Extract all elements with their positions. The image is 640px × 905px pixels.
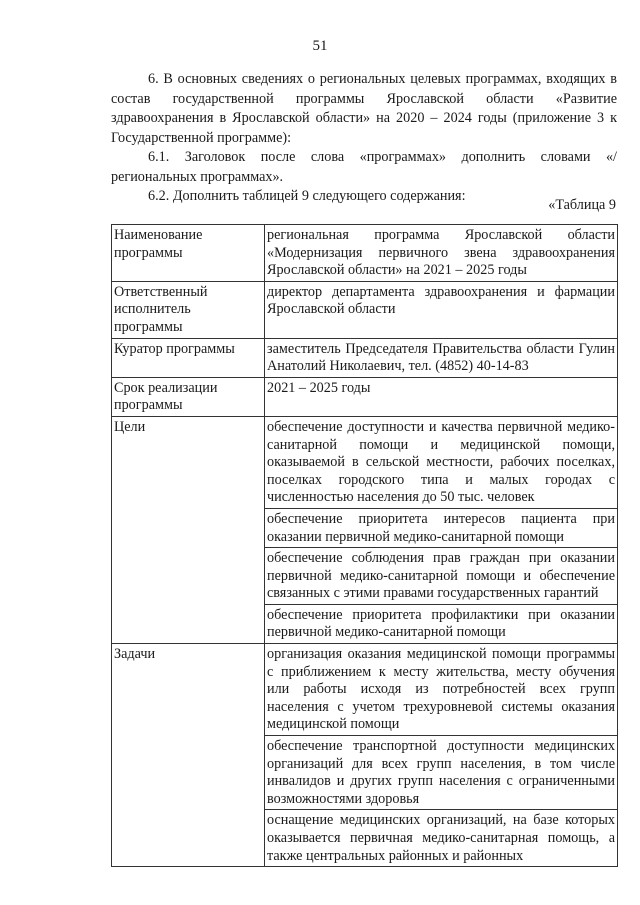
goal-item: обеспечение соблюдения прав граждан при оказании первичной медико-санитарной помощи и обеспечение связанных с этими правами государственных гарантий xyxy=(265,548,618,605)
program-info-table xyxy=(111,224,618,867)
row-label: Куратор программы xyxy=(112,338,265,377)
table-row-curator xyxy=(112,338,618,377)
table-row-period xyxy=(112,377,618,416)
table-row-tasks xyxy=(112,644,618,736)
row-value: заместитель Председателя Правительства области Гулин Анатолий Николаевич, тел. (4852) 40-14-83 xyxy=(265,338,618,377)
task-item: оснащение медицинских организаций, на базе которых оказывается первичная медико-санитарная помощь, а также центральных районных и районных xyxy=(265,810,618,867)
row-label: Ответственный исполнитель программы xyxy=(112,281,265,338)
paragraph-6: 6. В основных сведениях о региональных целевых программах, входящих в состав государственной программы Ярославской области «Развитие здравоохранения в Ярославской области» на 2020 – 2024 годы (приложение 3 к Государственной программе): xyxy=(111,71,617,146)
row-label: Задачи xyxy=(112,644,265,867)
table-row-name xyxy=(112,225,618,282)
row-label: Наименование программы xyxy=(112,225,265,282)
intro-text xyxy=(111,70,617,207)
row-label: Срок реализации программы xyxy=(112,377,265,416)
table-row-executor xyxy=(112,281,618,338)
row-value: 2021 – 2025 годы xyxy=(265,377,618,416)
page-number: 51 xyxy=(312,38,328,54)
task-item: организация оказания медицинской помощи программы с приближением к месту жительства, месту обучения или работы исходя из потребностей всех групп населения с учетом трехуровневой системы оказания медицинской помощи xyxy=(265,644,618,736)
goal-item: обеспечение приоритета интересов пациента при оказании первичной медико-санитарной помощи xyxy=(265,508,618,547)
table-row-goals xyxy=(112,416,618,508)
goal-item: обеспечение приоритета профилактики при оказании первичной медико-санитарной помощи xyxy=(265,604,618,643)
paragraph-6-1: 6.1. Заголовок после слова «программах» дополнить словами «/региональных программах». xyxy=(111,149,617,185)
task-item: обеспечение транспортной доступности медицинских организаций для всех групп населения, в том числе инвалидов и других групп населения с ограниченными возможностями здоровья xyxy=(265,736,618,810)
row-label: Цели xyxy=(112,416,265,643)
row-value: региональная программа Ярославской области «Модернизация первичного звена здравоохранения Ярославской области» на 2021 – 2025 годы xyxy=(265,225,618,282)
table-caption: «Таблица 9 xyxy=(548,197,616,213)
row-value: директор департамента здравоохранения и фармации Ярославской области xyxy=(265,281,618,338)
goal-item: обеспечение доступности и качества первичной медико-санитарной помощи и медицинской помощи, оказываемой в сельской местности, рабочих поселках, поселках городского типа и малых городах с численностью населения до 50 тыс. человек xyxy=(265,416,618,508)
paragraph-6-2: 6.2. Дополнить таблицей 9 следующего содержания: xyxy=(148,188,466,204)
